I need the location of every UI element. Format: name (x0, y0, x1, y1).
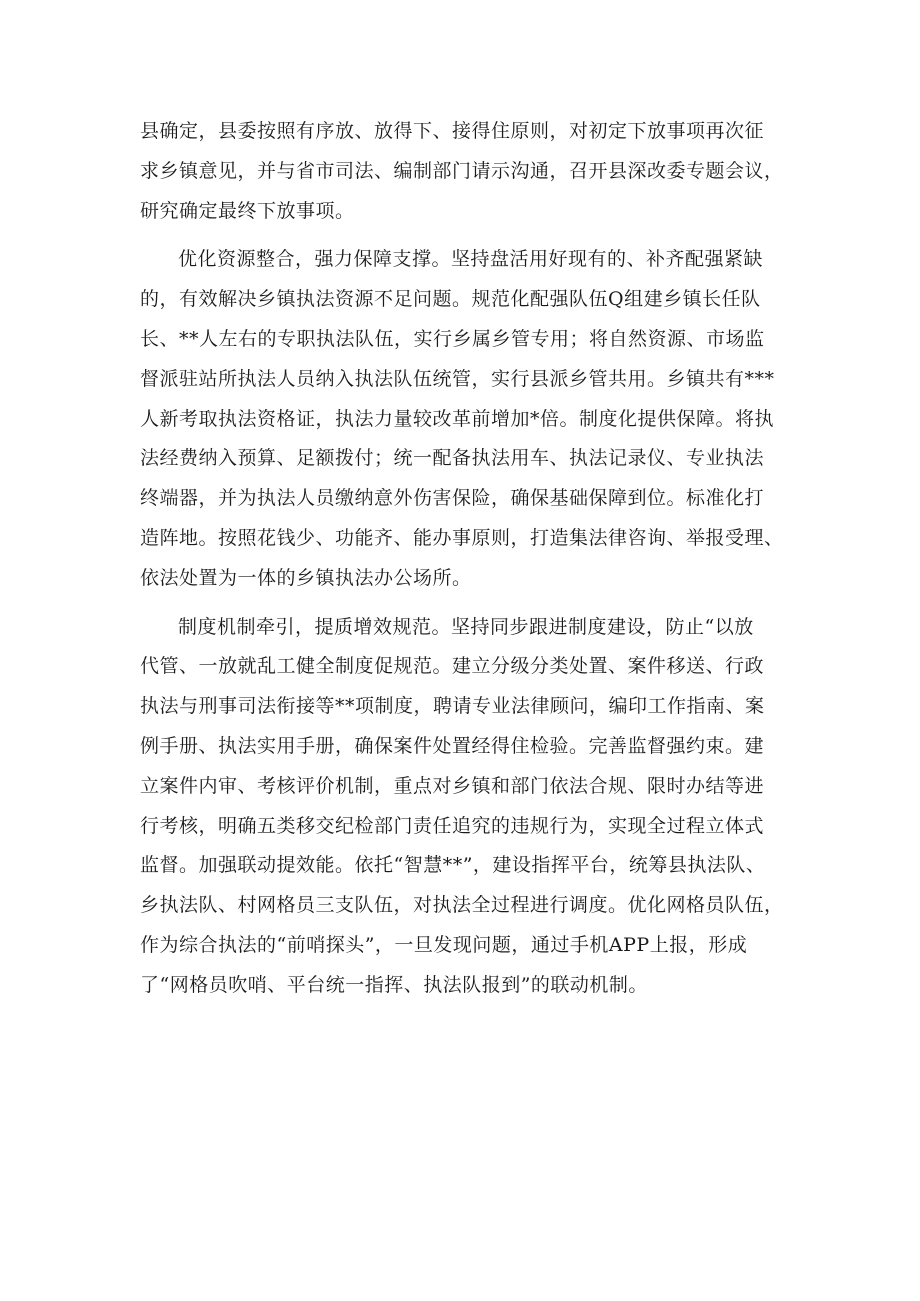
text-line: 的，有效解决乡镇执法资源不足问题。规范化配强队伍Q组建乡镇长任队 (140, 288, 761, 311)
text-line: 县确定，县委按照有序放、放得下、接得住原则，对初定下放事项再次征 (140, 120, 765, 142)
text-line: 研究确定最终下放事项。 (140, 199, 355, 222)
text-line: 立案件内审、考核评价机制，重点对乡镇和部门依法合规、限时办结等进 (140, 774, 765, 797)
text-line: 法经费纳入预算、足额拨付；统一配备执法用车、执法记录仪、专业执法 (140, 447, 765, 470)
text-line: 乡执法队、村网格员三支队伍，对执法全过程进行调度。优化网格员队伍， (140, 894, 784, 917)
text-line: 例手册、执法实用手册，确保案件处置经得住检验。完善监督强约束。建 (140, 734, 765, 757)
text-line: 长、**人左右的专职执法队伍，实行乡属乡管专用；将自然资源、市场监 (140, 327, 765, 350)
paragraph-1 (140, 112, 802, 231)
text-line: 人新考取执法资格证，执法力量较改革前增加*倍。制度化提供保障。将执 (140, 407, 775, 430)
text-line: 制度机制牵引，提质增效规范。坚持同步跟进制度建设，防止“以放 (178, 615, 754, 638)
text-line: 了“网格员吹哨、平台统一指挥、执法队报到”的联动机制。 (140, 973, 648, 996)
text-line: 督派驻站所执法人员纳入执法队伍统管，实行县派乡管共用。乡镇共有*** (140, 367, 775, 390)
text-line: 监督。加强联动提效能。依托“智慧**”，建设指挥平台，统筹县执法队、 (140, 854, 766, 877)
text-line: 求乡镇意见，并与省市司法、编制部门请示沟通，召开县深改委专题会议， (140, 159, 784, 182)
document-body (140, 112, 802, 1015)
text-line: 终端器，并为执法人员缴纳意外伤害保险，确保基础保障到位。标准化打 (140, 487, 765, 510)
text-line: 优化资源整合，强力保障支撑。坚持盘活用好现有的、补齐配强紧缺 (178, 248, 764, 271)
paragraph-3 (140, 608, 802, 1006)
text-line: 造阵地。按照花钱少、功能齐、能办事原则，打造集法律咨询、举报受理、 (140, 526, 784, 549)
text-line: 执法与刑事司法衔接等**项制度，聘请专业法律顾问，编印工作指南、案 (140, 695, 765, 718)
paragraph-2 (140, 240, 802, 598)
text-line: 行考核，明确五类移交纪检部门责任追究的违规行为，实现全过程立体式 (140, 814, 765, 837)
text-line: 代管、一放就乱工健全制度促规范。建立分级分类处置、案件移送、行政 (140, 655, 765, 678)
text-line: 作为综合执法的“前哨探头”，一旦发现问题，通过手机APP上报，形成 (140, 933, 748, 956)
text-line: 依法处置为一体的乡镇执法办公场所。 (140, 566, 472, 589)
